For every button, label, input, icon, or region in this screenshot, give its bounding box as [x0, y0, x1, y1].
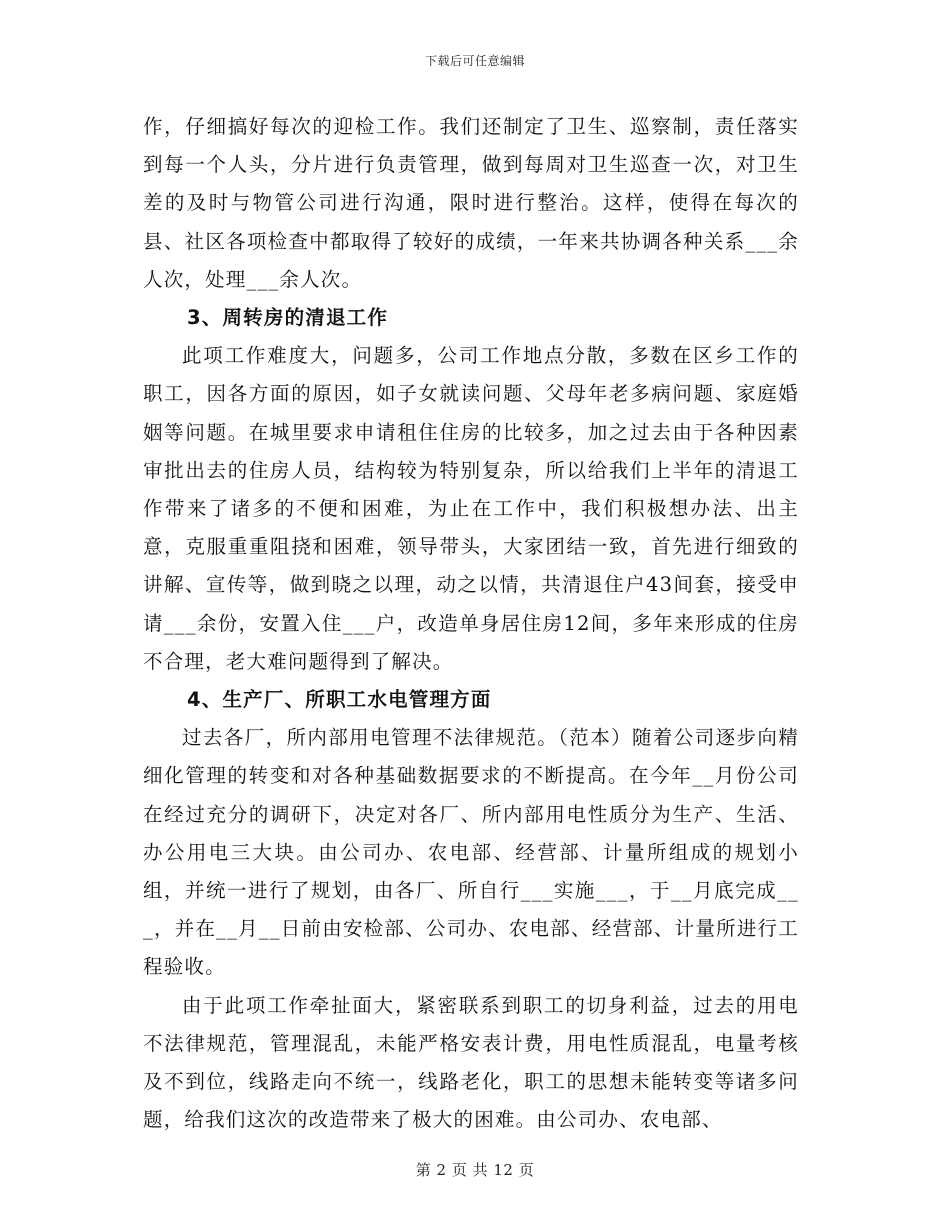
section-heading-3: 3、周转房的清退工作 [187, 306, 389, 330]
document-body [143, 108, 799, 1139]
paragraph-housing-clearance: 此项工作难度大，问题多，公司工作地点分散，多数在区乡工作的职工，因各方面的原因，如子女就读问题、父母年老多病问题、家庭婚姻等问题。在城里要求申请租住住房的比较多，加之过去由于各种因素审批出去的住房人员，结构较为特别复杂，所以给我们上半年的清退工作带来了诸多的不便和困难，为止在工作中，我们积极想办法、出主意，克服重重阻挠和困难，领导带头，大家团结一致，首先进行细致的讲解、宣传等，做到晓之以理，动之以情，共清退住户43间套，接受申请___余份，安置入住___户，改造单身居住房12间，多年来形成的住房不合理，老大难问题得到了解决。 [143, 344, 799, 673]
page-footer: 第 2 页 共 12 页 [415, 1161, 535, 1179]
paragraph-electricity-management: 过去各厂，所内部用电管理不法律规范。（范本）随着公司逐步向精细化管理的转变和对各种基础数据要求的不断提高。在今年__月份公司在经过充分的调研下，决定对各厂、所内部用电性质分为生产、生活、办公用电三大块。由公司办、农电部、经营部、计量所组成的规划小组，并统一进行了规划，由各厂、所自行___实施___，于__月底完成___，并在__月__日前由安检部、公司办、农电部、经营部、计量所进行工程验收。 [143, 726, 799, 979]
paragraph-difficulties: 由于此项工作牵扯面大，紧密联系到职工的切身利益，过去的用电不法律规范，管理混乱，未能严格安表计费，用电性质混乱，电量考核及不到位，线路走向不统一，线路老化，职工的思想未能转变等诸多问题，给我们这次的改造带来了极大的困难。由公司办、农电部、 [143, 993, 799, 1132]
page-header: 下载后可任意编辑 [424, 54, 525, 68]
paragraph-continuation: 作，仔细搞好每次的迎检工作。我们还制定了卫生、巡察制，责任落实到每一个人头，分片进行负责管理，做到每周对卫生巡查一次，对卫生差的及时与物管公司进行沟通，限时进行整治。这样，使得在每次的县、社区各项检查中都取得了较好的成绩，一年来共协调各种关系___余人次，处理___余人次。 [143, 115, 799, 291]
section-heading-4: 4、生产厂、所职工水电管理方面 [187, 688, 492, 712]
